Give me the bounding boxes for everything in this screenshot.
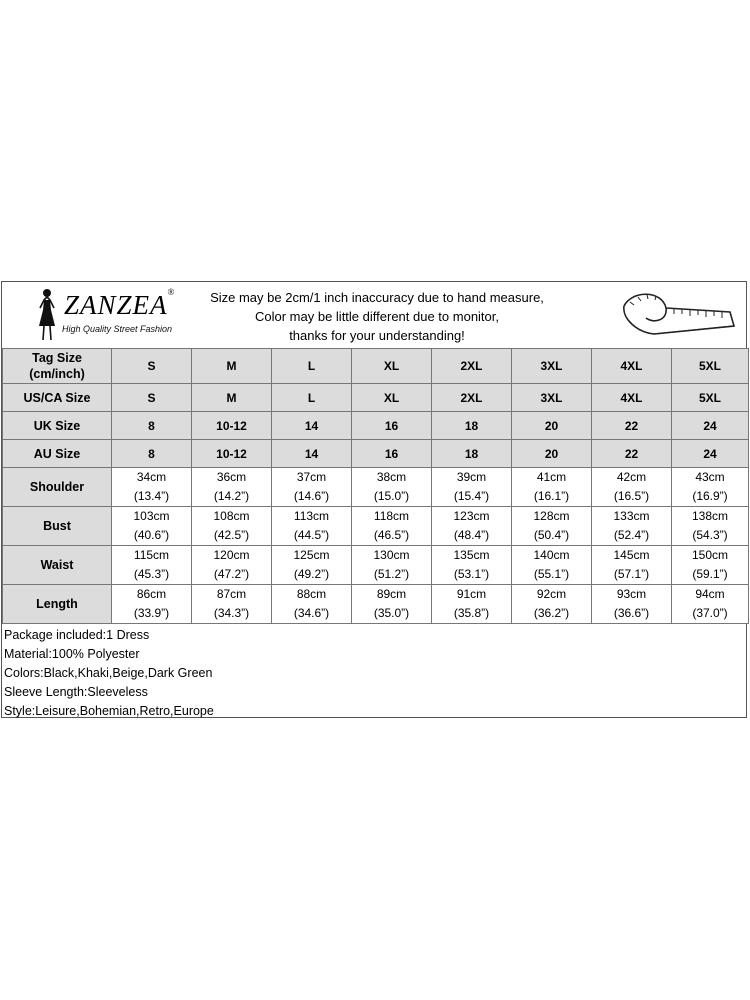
table-row bbox=[3, 468, 749, 507]
table-cell: S bbox=[112, 384, 192, 412]
table-cell: 37cm (14.6”) bbox=[272, 468, 352, 507]
table-cell: 41cm (16.1”) bbox=[512, 468, 592, 507]
brand-name: ZANZEA® bbox=[64, 287, 176, 320]
table-cell: 125cm (49.2”) bbox=[272, 546, 352, 585]
table-cell: 108cm (42.5”) bbox=[192, 507, 272, 546]
table-cell: 118cm (46.5”) bbox=[352, 507, 432, 546]
table-cell: 24 bbox=[672, 440, 749, 468]
table-cell: 8 bbox=[112, 440, 192, 468]
table-cell: 22 bbox=[592, 440, 672, 468]
row-label: UK Size bbox=[3, 412, 112, 440]
row-label: Bust bbox=[3, 507, 112, 546]
measurement-notice bbox=[192, 288, 562, 345]
detail-material: Material:100% Polyester bbox=[4, 647, 140, 661]
detail-package: Package included:1 Dress bbox=[4, 628, 150, 642]
table-cell: 130cm (51.2”) bbox=[352, 546, 432, 585]
table-cell: 18 bbox=[432, 440, 512, 468]
table-cell: XL bbox=[352, 349, 432, 384]
table-cell: 91cm (35.8”) bbox=[432, 585, 512, 624]
table-cell: 20 bbox=[512, 412, 592, 440]
detail-style: Style:Leisure,Bohemian,Retro,Europe bbox=[4, 704, 214, 718]
table-cell: 3XL bbox=[512, 384, 592, 412]
table-cell: 36cm (14.2”) bbox=[192, 468, 272, 507]
table-cell: 133cm (52.4”) bbox=[592, 507, 672, 546]
table-cell: 10-12 bbox=[192, 440, 272, 468]
table-cell: 4XL bbox=[592, 349, 672, 384]
chart-header bbox=[2, 282, 746, 349]
table-cell: 93cm (36.6”) bbox=[592, 585, 672, 624]
table-row bbox=[3, 384, 749, 412]
notice-line: Color may be little different due to monitor, bbox=[255, 309, 499, 324]
table-cell: 140cm (55.1”) bbox=[512, 546, 592, 585]
table-cell: 120cm (47.2”) bbox=[192, 546, 272, 585]
table-cell: 43cm (16.9”) bbox=[672, 468, 749, 507]
table-cell: S bbox=[112, 349, 192, 384]
table-cell: 128cm (50.4”) bbox=[512, 507, 592, 546]
table-cell: L bbox=[272, 349, 352, 384]
table-cell: 22 bbox=[592, 412, 672, 440]
size-table bbox=[2, 348, 749, 624]
tag-size-label: Tag Size (cm/inch) bbox=[29, 351, 85, 381]
table-cell: 115cm (45.3”) bbox=[112, 546, 192, 585]
row-label bbox=[3, 349, 112, 384]
table-cell: 150cm (59.1”) bbox=[672, 546, 749, 585]
table-cell: 89cm (35.0”) bbox=[352, 585, 432, 624]
row-label: US/CA Size bbox=[3, 384, 112, 412]
table-cell: 94cm (37.0”) bbox=[672, 585, 749, 624]
detail-sleeve-length: Sleeve Length:Sleeveless bbox=[4, 685, 148, 699]
product-details bbox=[4, 626, 214, 721]
table-cell: 39cm (15.4”) bbox=[432, 468, 512, 507]
brand-tagline: High Quality Street Fashion bbox=[62, 324, 173, 334]
row-label: Waist bbox=[3, 546, 112, 585]
table-cell: 34cm (13.4”) bbox=[112, 468, 192, 507]
table-row bbox=[3, 507, 749, 546]
row-label: AU Size bbox=[3, 440, 112, 468]
table-cell: 4XL bbox=[592, 384, 672, 412]
row-label: Shoulder bbox=[3, 468, 112, 507]
table-cell: 87cm (34.3”) bbox=[192, 585, 272, 624]
brand-logo bbox=[32, 288, 192, 344]
table-cell: 14 bbox=[272, 440, 352, 468]
table-cell: 10-12 bbox=[192, 412, 272, 440]
table-row bbox=[3, 440, 749, 468]
table-cell: 42cm (16.5”) bbox=[592, 468, 672, 507]
table-cell: 2XL bbox=[432, 384, 512, 412]
table-cell: 145cm (57.1”) bbox=[592, 546, 672, 585]
table-cell: M bbox=[192, 384, 272, 412]
table-cell: 88cm (34.6”) bbox=[272, 585, 352, 624]
table-cell: 138cm (54.3”) bbox=[672, 507, 749, 546]
table-cell: 18 bbox=[432, 412, 512, 440]
table-cell: 38cm (15.0”) bbox=[352, 468, 432, 507]
table-cell: L bbox=[272, 384, 352, 412]
table-row bbox=[3, 349, 749, 384]
table-row bbox=[3, 546, 749, 585]
row-label: Length bbox=[3, 585, 112, 624]
fashion-model-icon bbox=[32, 288, 62, 342]
notice-line: Size may be 2cm/1 inch inaccuracy due to hand measure, bbox=[210, 290, 544, 305]
table-cell: M bbox=[192, 349, 272, 384]
table-cell: 86cm (33.9”) bbox=[112, 585, 192, 624]
table-cell: 14 bbox=[272, 412, 352, 440]
notice-line: thanks for your understanding! bbox=[289, 328, 465, 343]
table-cell: 135cm (53.1”) bbox=[432, 546, 512, 585]
table-cell: 5XL bbox=[672, 349, 749, 384]
detail-colors: Colors:Black,Khaki,Beige,Dark Green bbox=[4, 666, 213, 680]
table-cell: 3XL bbox=[512, 349, 592, 384]
size-chart bbox=[1, 281, 747, 718]
table-cell: 5XL bbox=[672, 384, 749, 412]
table-cell: 103cm (40.6”) bbox=[112, 507, 192, 546]
table-row bbox=[3, 412, 749, 440]
table-cell: 123cm (48.4”) bbox=[432, 507, 512, 546]
table-cell: 20 bbox=[512, 440, 592, 468]
table-cell: 16 bbox=[352, 440, 432, 468]
table-cell: 16 bbox=[352, 412, 432, 440]
table-cell: XL bbox=[352, 384, 432, 412]
table-cell: 92cm (36.2”) bbox=[512, 585, 592, 624]
table-row bbox=[3, 585, 749, 624]
table-cell: 24 bbox=[672, 412, 749, 440]
table-cell: 2XL bbox=[432, 349, 512, 384]
table-cell: 113cm (44.5”) bbox=[272, 507, 352, 546]
table-cell: 8 bbox=[112, 412, 192, 440]
measuring-tape-icon bbox=[614, 286, 742, 344]
